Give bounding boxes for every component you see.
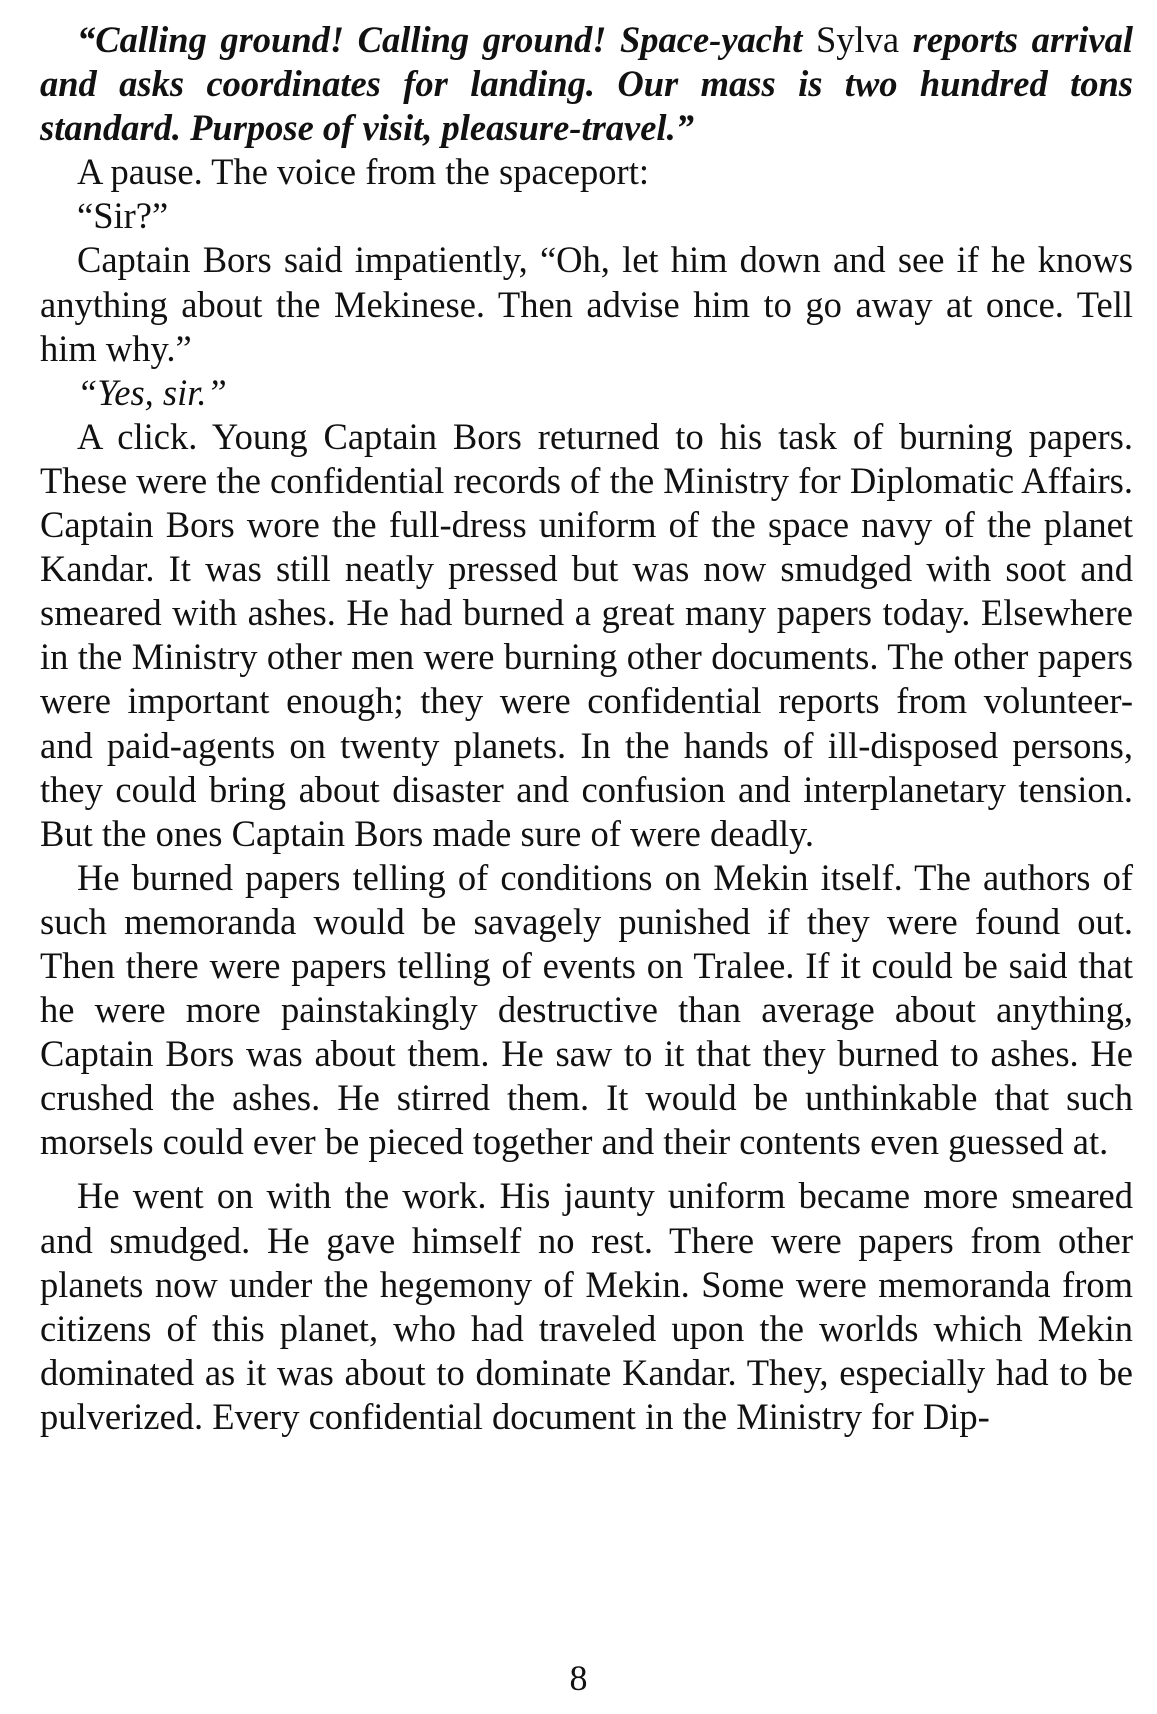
book-page [40, 18, 1133, 1439]
paragraph-yes-sir: “Yes, sir.” [77, 371, 227, 413]
ship-name: Sylva [815, 19, 900, 60]
text-run: reports arrival and asks coordinates for landing. Our mass is two hundred tons standard. Purpose of visit, pleasure-travel.” [40, 19, 1133, 149]
paragraph-continued-work: He went on with the work. His jaunty uniform became more smeared and smudged. He gave himself no rest. There were papers from other planets now under the hegemony of Mekin. Some were memoranda from citizens of this planet, who had traveled upon the worlds which Mekin dominated as it was about to dominate Kandar. They, especially had to be pulverized. Every confidential document in the Ministry for Dip- [40, 1175, 1133, 1437]
page-number: 8 [569, 1658, 588, 1698]
paragraph-radio-call [40, 18, 1133, 150]
paragraph-burning-papers: A click. Young Captain Bors returned to his task of burning papers. These were the confidential records of the Ministry for Diplomatic Affairs. Captain Bors wore the full-dress uniform of the space navy of the planet Kandar. It was still neatly pressed but was now smudged with soot and smeared with ashes. He had burned a great many papers today. Elsewhere in the Ministry other men were burning other documents. The other papers were important enough; they were confidential reports from volunteer- and paid-agents on twenty planets. In the hands of ill-disposed persons, they could bring about disaster and confusion and interplanetary tension. But the ones Captain Bors made sure of were deadly. [40, 415, 1133, 854]
paragraph-captain-orders: Captain Bors said impatiently, “Oh, let him down and see if he knows anything about the Mekinese. Then advise him to go away at once. Tell him why.” [40, 239, 1133, 369]
paragraph-sir: “Sir?” [77, 195, 169, 237]
text-run: “Calling ground! Calling ground! Space-yacht [77, 19, 816, 60]
paragraph-pause: A pause. The voice from the spaceport: [77, 151, 649, 193]
paragraph-mekin-conditions: He burned papers telling of conditions on Mekin itself. The authors of such memoranda would be savagely punished if they were found out. Then there were papers telling of events on Tralee. If it could be said that he were more painstakingly destructive than average about anything, Captain Bors was about them. He saw to it that they burned to ashes. He crushed the ashes. He stirred them. It would be unthinkable that such morsels could ever be pieced together and their contents even guessed at. [40, 856, 1133, 1163]
